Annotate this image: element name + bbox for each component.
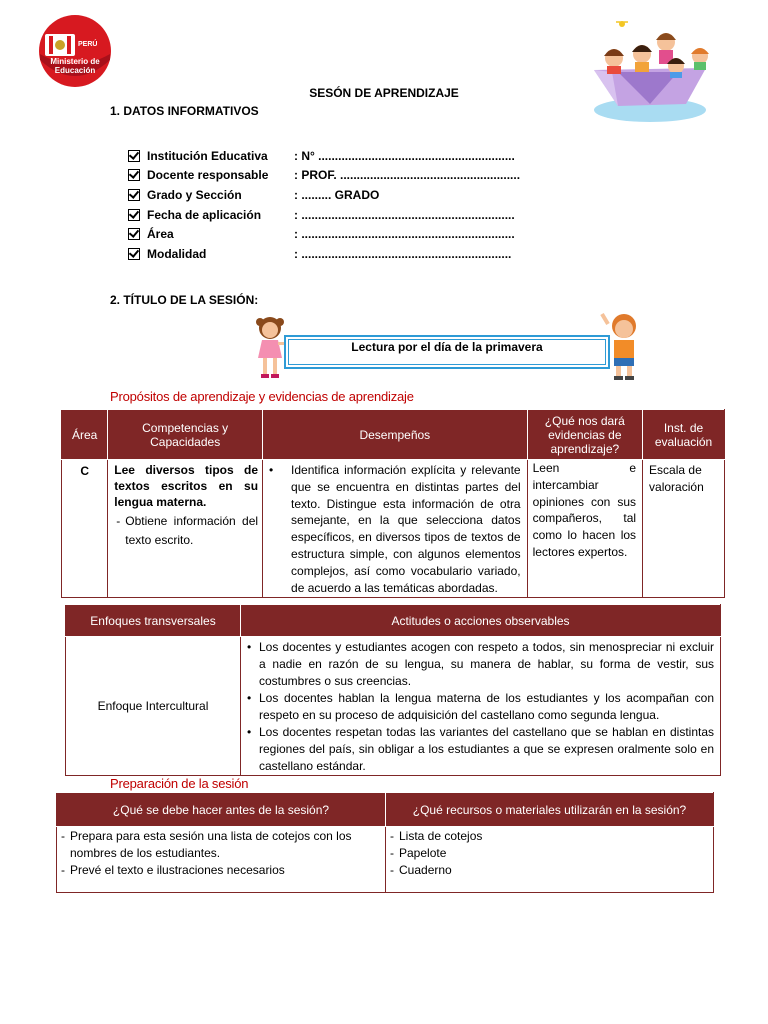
kids-boat-illustration (588, 18, 728, 126)
before-item: - Prepara para esta sesión una lista de cotejos con los nombres de los estudiantes. (59, 828, 379, 862)
area-cell: C (62, 460, 108, 598)
session-title-banner (284, 335, 610, 369)
table-header: ¿Qué recursos o materiales utilizarán en la sesión? (386, 793, 714, 827)
purposes-heading: Propósitos de aprendizaje y evidencias de aprendizaje (110, 389, 414, 404)
checkbox-icon (128, 150, 140, 162)
checkbox-icon (128, 209, 140, 221)
table-header: Área (62, 410, 108, 460)
boy-illustration (598, 310, 646, 382)
materials-cell (386, 827, 714, 893)
table-header: Inst. de evaluación (643, 410, 725, 460)
info-label: Área (147, 227, 174, 242)
ministry-logo-graphic (38, 14, 112, 88)
ministry-logo (38, 14, 112, 88)
info-row (128, 166, 558, 186)
preparation-table (56, 792, 714, 893)
action-item: • Los docentes y estudiantes acogen con respeto a todos, sin menospreciar ni excluir a nadie en razón de su lengua, su manera de hablar, su forma de vestir, sus costumbres o sus creencias. (243, 639, 714, 690)
material-item: - Lista de cotejos (388, 828, 707, 845)
document-title: SESÓN DE APRENDIZAJE (309, 86, 459, 100)
performance-cell (263, 460, 528, 598)
info-value: : PROF. ...................................................... (294, 168, 521, 183)
info-label: Grado y Sección (147, 187, 242, 202)
actions-cell (241, 637, 721, 776)
info-label: Fecha de aplicación (147, 207, 262, 222)
section-2-heading: 2. TÍTULO DE LA SESIÓN: (110, 293, 259, 307)
before-item: - Prevé el texto e ilustraciones necesarios (59, 862, 379, 879)
material-item: - Cuaderno (388, 862, 707, 879)
info-row (128, 244, 558, 264)
material-item: - Papelote (388, 845, 707, 862)
table-header: ¿Qué nos dará evidencias de aprendizaje? (527, 410, 642, 460)
info-value: : ......... GRADO (294, 187, 380, 202)
info-label: Docente responsable (147, 168, 269, 183)
performance-item: • Identifica información explícita y relevante que se encuentra en distintas partes del texto. Distingue esta información de otra semejante, en la que selecciona datos específicos, en diversos tipos de textos de estructura simple, con algunos elementos complejos, así como vocabulario variado, de acuerdo a las temáticas abordadas. (265, 462, 521, 596)
table-header: Actitudes o acciones observables (241, 605, 721, 637)
evidence-cell: Leen e intercambiar opiniones con sus compañeros, tal como lo hacen los lectores expertos. (527, 460, 642, 598)
table-header: Desempeños (263, 410, 528, 460)
info-value: : ................................................................ (294, 207, 515, 222)
logo-country: PERÚ (78, 41, 98, 48)
info-row (128, 146, 558, 166)
info-value: : N° ........................................................... (294, 148, 515, 163)
table-header: Competencias y Capacidades (108, 410, 263, 460)
purposes-table (61, 409, 725, 598)
before-cell (57, 827, 386, 893)
session-title: Lectura por el día de la primavera (351, 340, 543, 354)
checkbox-icon (128, 169, 140, 181)
table-header: Enfoques transversales (66, 605, 241, 637)
logo-line2: Educación (54, 66, 96, 75)
approaches-table (65, 604, 721, 776)
action-item: • Los docentes respetan todas las variantes del castellano que se hablan en distintas regiones del país, sin obligar a los estudiantes a que se expresen oralmente solo en castellano estándar. (243, 724, 714, 775)
checkbox-icon (128, 189, 140, 201)
checkbox-icon (128, 228, 140, 240)
approach-name: Enfoque Intercultural (66, 637, 241, 776)
checkbox-icon (128, 248, 140, 260)
info-row (128, 185, 558, 205)
info-label: Modalidad (147, 246, 207, 261)
action-item: • Los docentes hablan la lengua materna de los estudiantes y los acompañan con respeto en su proceso de adquisición del castellano como segunda lengua. (243, 690, 714, 724)
info-row (128, 224, 558, 244)
info-value: : ................................................................ (294, 227, 515, 242)
info-list (128, 146, 558, 264)
info-value: : ............................................................... (294, 246, 512, 261)
table-header: ¿Qué se debe hacer antes de la sesión? (57, 793, 386, 827)
capacity-item: - Obtiene información del texto escrito. (114, 512, 258, 550)
info-label: Institución Educativa (147, 148, 268, 163)
competency-text: Lee diversos tipos de textos escritos en su lengua materna. (114, 463, 259, 509)
competency-cell (108, 460, 263, 598)
section-1-heading: 1. DATOS INFORMATIVOS (110, 104, 259, 118)
preparation-heading: Preparación de la sesión (110, 776, 249, 791)
info-row (128, 205, 558, 225)
logo-line1: Ministerio de (50, 57, 100, 66)
instrument-cell: Escala de valoración (643, 460, 725, 598)
